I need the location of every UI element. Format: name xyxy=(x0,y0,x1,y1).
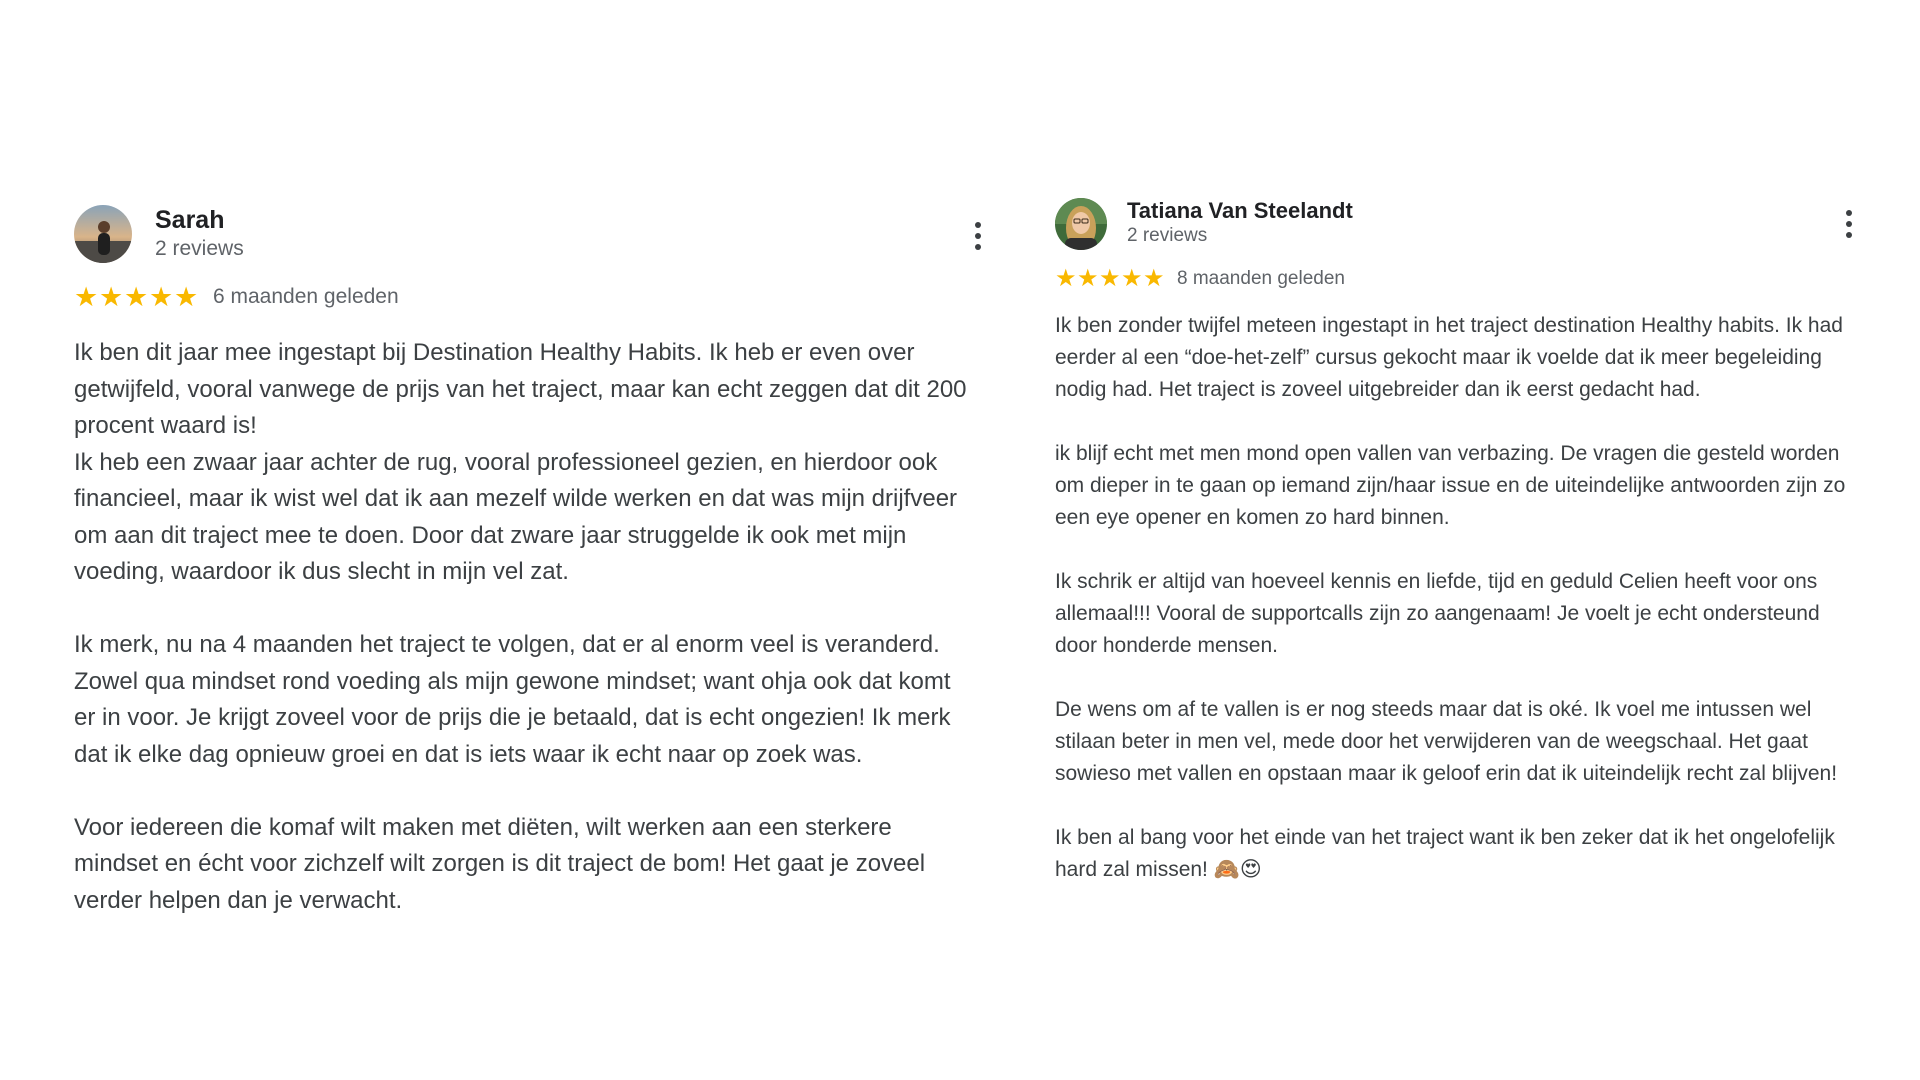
review-date: 8 maanden geleden xyxy=(1177,268,1345,289)
more-vert-icon xyxy=(1846,210,1852,216)
review-text xyxy=(1055,310,1855,886)
star-icon: ★ xyxy=(1077,265,1099,292)
review-paragraph: De wens om af te vallen is er nog steeds maar dat is oké. Ik voel me intussen wel stilaan beter in men vel, mede door het verwijderen van de weegschaal. Het gaat sowieso met vallen en opstaan maar ik geloof erin dat ik uiteindelijk recht zal blijven! xyxy=(1055,698,1838,785)
star-icon: ★ xyxy=(1099,265,1121,292)
avatar[interactable] xyxy=(1055,198,1107,250)
star-icon: ★ xyxy=(74,282,99,312)
review-card-sarah xyxy=(74,204,974,919)
star-icon: ★ xyxy=(149,282,174,312)
more-options-button[interactable] xyxy=(1835,204,1863,244)
review-paragraph: Voor iedereen die komaf wilt maken met diëten, wilt werken aan een sterkere mindset en écht voor zichzelf wilt zorgen is dit traject de bom! Het gaat je zoveel verder helpen dan je verwacht. xyxy=(74,813,926,914)
review-meta xyxy=(1055,266,1855,292)
star-icon: ★ xyxy=(1121,265,1143,292)
star-rating xyxy=(1055,266,1165,292)
avatar-photo-icon xyxy=(1055,198,1107,250)
more-options-button[interactable] xyxy=(964,216,992,256)
reviewer-review-count[interactable]: 2 reviews xyxy=(1127,225,1208,246)
review-paragraph: Ik heb een zwaar jaar achter de rug, vooral professioneel gezien, en hierdoor ook financieel, maar ik wist wel dat ik aan mezelf wilde werken en dat was mijn drijfveer om aan dit traject mee te doen. Door dat zware jaar struggelde ik ook met mijn voeding, waardoor ik dus slecht in mijn vel zat. xyxy=(74,448,958,585)
star-icon: ★ xyxy=(99,282,124,312)
star-icon: ★ xyxy=(174,282,199,312)
review-meta xyxy=(74,283,974,311)
avatar-photo-icon xyxy=(74,205,132,263)
reviewer-info xyxy=(155,204,244,263)
avatar[interactable] xyxy=(74,205,132,263)
star-icon: ★ xyxy=(1143,265,1165,292)
review-date: 6 maanden geleden xyxy=(213,285,399,308)
review-header xyxy=(74,204,974,263)
star-icon: ★ xyxy=(1055,265,1077,292)
reviewer-name[interactable]: Sarah xyxy=(155,206,225,234)
star-rating xyxy=(74,283,199,311)
reviewer-review-count[interactable]: 2 reviews xyxy=(155,237,244,260)
reviewer-info xyxy=(1127,198,1353,248)
review-header xyxy=(1055,198,1855,250)
review-paragraph: Ik ben zonder twijfel meteen ingestapt in het traject destination Healthy habits. Ik had eerder al een “doe-het-zelf” cursus gekocht maar ik voelde dat ik meer begeleiding nodig had. Het traject is zoveel uitgebreider dan ik eerst gedacht had. xyxy=(1055,314,1843,401)
review-paragraph: Ik merk, nu na 4 maanden het traject te volgen, dat er al enorm veel is veranderd. Zowel qua mindset rond voeding als mijn gewone mindset; want ohja ook dat komt er in voor. Je krijgt zoveel voor de prijs die je betaald, dat is echt ongezien! Ik merk dat ik elke dag opnieuw groei en dat is iets waar ik echt naar op zoek was. xyxy=(74,631,951,768)
review-paragraph: Ik schrik er altijd van hoeveel kennis en liefde, tijd en geduld Celien heeft voor ons allemaal!!! Vooral de supportcalls zijn zo aangenaam! Je voelt je echt ondersteund door honderde mensen. xyxy=(1055,570,1820,657)
more-vert-icon xyxy=(975,222,981,228)
reviewer-name[interactable]: Tatiana Van Steelandt xyxy=(1127,198,1353,223)
review-paragraph: Ik ben dit jaar mee ingestapt bij Destination Healthy Habits. Ik heb er even over getwijfeld, vooral vanwege de prijs van het traject, maar kan echt zeggen dat dit 200 procent waard is! xyxy=(74,339,967,439)
star-icon: ★ xyxy=(124,282,149,312)
review-card-tatiana xyxy=(1055,198,1855,886)
review-paragraph: Ik ben al bang voor het einde van het traject want ik ben zeker dat ik het ongelofelijk hard zal missen! 🙈😍 xyxy=(1055,826,1835,881)
review-paragraph: ik blijf echt met men mond open vallen van verbazing. De vragen die gesteld worden om dieper in te gaan op iemand zijn/haar issue en de uiteindelijke antwoorden zijn zo een eye opener en komen zo hard binnen. xyxy=(1055,442,1846,529)
review-text xyxy=(74,335,974,919)
